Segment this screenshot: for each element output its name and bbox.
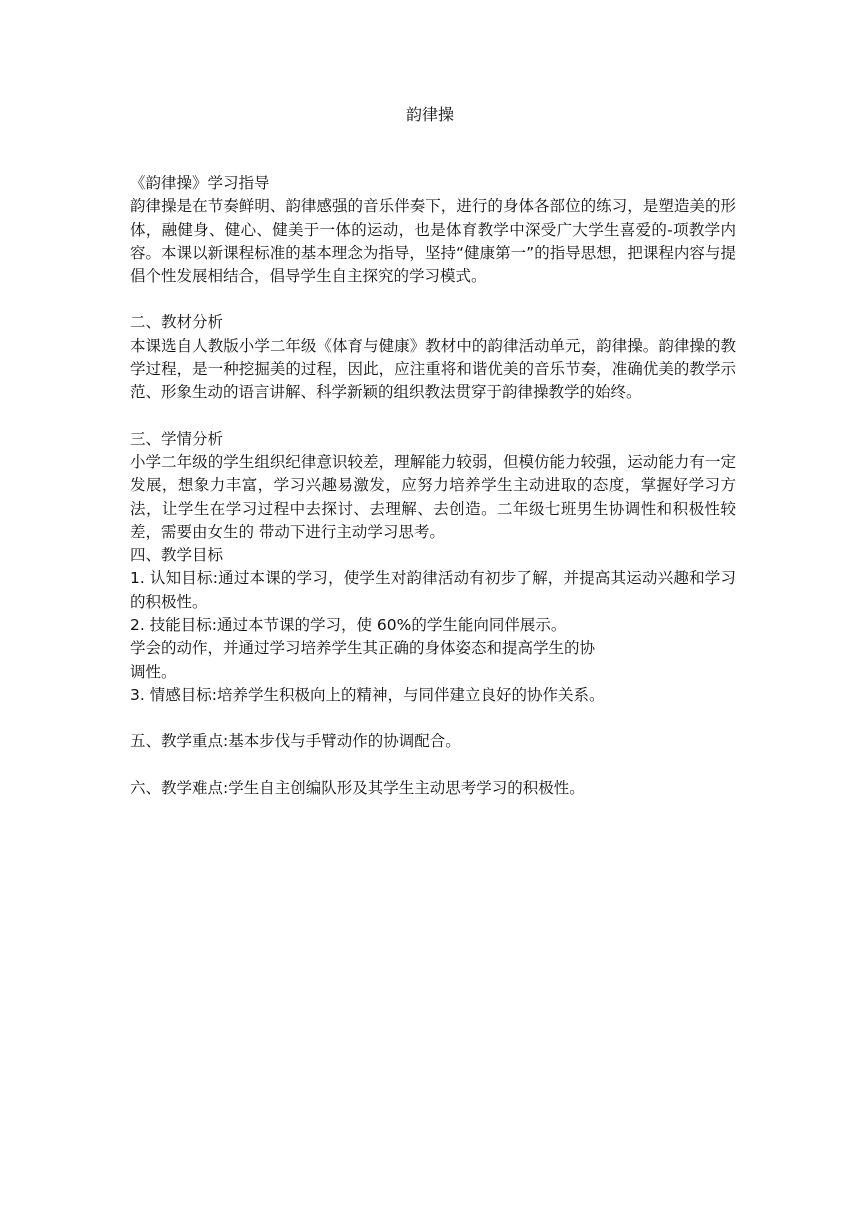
section-paragraph: 小学二年级的学生组织纪律意识较差，理解能力较弱，但模仿能力较强，运动能力有一定发展，想象力丰富，学习兴趣易激发，应努力培养学生主动进取的态度，掌握好学习方法，让学生在学习过程中去探讨、去理解、去创造。二年级七班男生协调性和积极性较差，需要由女生的 带动下进行主动学习思考。	[130, 452, 736, 541]
section-heading: 《韵律操》学习指导	[130, 174, 270, 192]
section-teaching-goals	[130, 544, 736, 707]
section-heading: 五、教学重点:基本步伐与手臂动作的协调配合。	[130, 732, 461, 751]
section-heading: 二、教材分析	[130, 313, 224, 332]
spacer	[130, 754, 736, 777]
section-heading: 三、学情分析	[130, 429, 224, 448]
section-paragraph: 本课选自人教版小学二年级《体育与健康》教材中的韵律活动单元，韵律操。韵律操的教学过程，是一种挖掘美的过程，因此，应注重将和谐优美的音乐节奏，准确优美的教学示范、形象生动的语言讲解、科学新颖的组织教法贯穿于韵律操教学的始终。	[130, 336, 736, 402]
goal-item: 3. 情感目标:培养学生积极向上的精神，与同伴建立良好的协作关系。	[130, 685, 605, 704]
document-body	[130, 172, 736, 800]
spacer	[130, 707, 736, 730]
spacer	[130, 288, 736, 311]
section-heading: 六、教学难点:学生自主创编队形及其学生主动思考学习的积极性。	[130, 778, 585, 797]
section-teaching-focus	[130, 730, 736, 753]
section-paragraph: 韵律操是在节奏鲜明、韵律感强的音乐伴奏下，进行的身体各部位的练习，是塑造美的形体，融健身、健心、健美于一体的运动，也是体育教学中深受广大学生喜爱的-项教学内容。本课以新课程标准的基本理念为指导，坚持“健康第一”的指导思想，把课程内容与提倡个性发展相结合，倡导学生自主探究的学习模式。	[130, 197, 736, 286]
document-title: 韵律操	[405, 105, 454, 124]
spacer	[130, 405, 736, 428]
section-material-analysis	[130, 311, 736, 404]
goal-item: 学会的动作，并通过学习培养学生其正确的身体姿态和提高学生的协	[130, 639, 596, 658]
goal-item: 调性。	[130, 662, 177, 681]
section-student-analysis	[130, 428, 736, 544]
section-teaching-difficulty	[130, 777, 736, 800]
section-study-guide	[130, 172, 736, 288]
section-heading: 四、教学目标	[130, 546, 224, 565]
goal-item: 2. 技能目标:通过本节课的学习，使 60%的学生能向同伴展示。	[130, 616, 567, 635]
goal-item: 1. 认知目标:通过本课的学习，使学生对韵律活动有初步了解，并提高其运动兴趣和学习的积极性。	[130, 569, 736, 611]
